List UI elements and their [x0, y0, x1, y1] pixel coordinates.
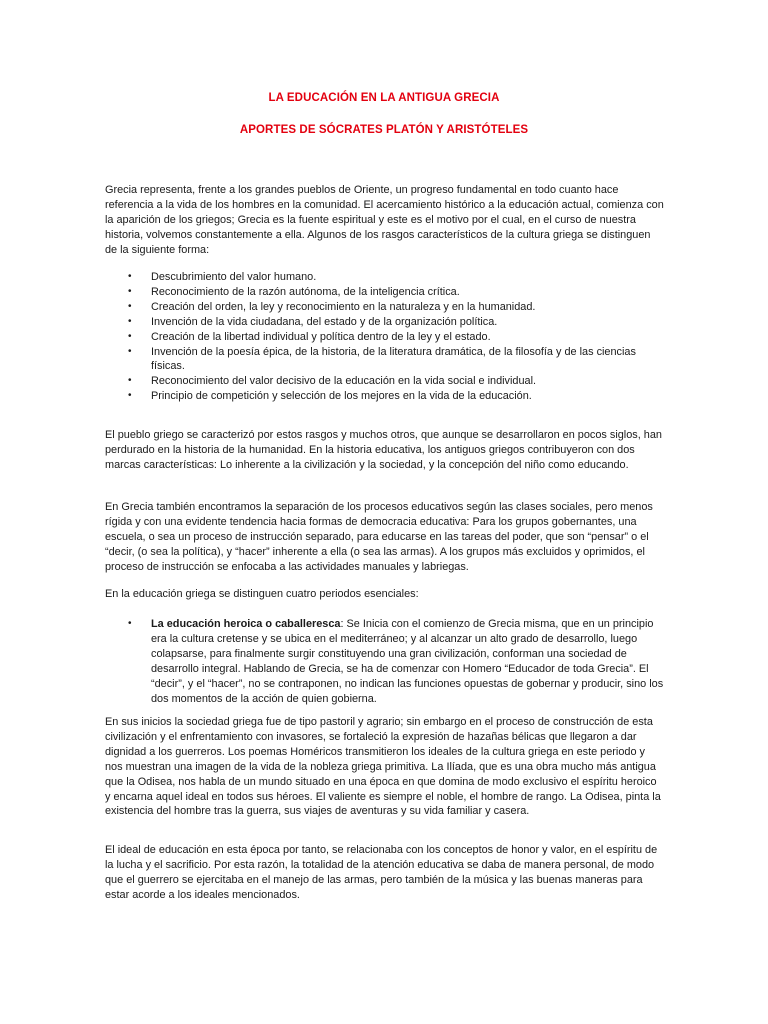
- bullet-icon: •: [128, 375, 132, 387]
- list-item: [128, 345, 665, 375]
- list-item-text: Descubrimiento del valor humano.: [151, 271, 317, 283]
- bullet-icon: •: [128, 285, 132, 297]
- homeric-paragraph: En sus inicios la sociedad griega fue de tipo pastoril y agrario; sin embargo en el proceso de construcción de esta civilización y el enfrentamiento con invasores, se fortaleció la expresión de hazañas bélicas que llegaron a dar dignidad a los guerreros. Los poemas Homéricos transmitieron los ideales de la cultura griega en este periodo y nos muestran una imagen de la vida de la nobleza griega primitiva. La Ilíada, que es una obra mucho más antigua que la Odisea, nos habla de un mundo situado en una época en que domina de modo exclusivo el espíritu heroico y encarna aquel ideal en todos sus héroes. El valiente es siempre el noble, el hombre de rango. La Odisea, pinta la existencia del hombre tras la guerra, sus viajes de aventuras y su vida familiar y casera.: [105, 716, 661, 818]
- period-text: : Se Inicia con el comienzo de Grecia misma, que en un principio era la cultura cretense y se ubica en el mediterráneo; y al alcanzar un alto grado de desarrollo, luego colapsarse, para finalmente surgir constituyendo una gran civilización, conforman una sociedad de desarrollo integral. Hablando de Grecia, se ha de comenzar con Homero “Educador de toda Grecia”. El “decir”, y el “hacer”, no se contraponen, no indican las funciones opuestas de gobernar y producir, sino los dos momentos de la acción de quien gobierna.: [151, 618, 664, 705]
- list-item-text: Creación del orden, la ley y reconocimiento en la naturaleza y en la humanidad.: [151, 300, 536, 313]
- periods-intro-paragraph: En la educación griega se distinguen cuatro periodos esenciales:: [105, 588, 419, 600]
- list-item-text: Invención de la poesía épica, de la historia, de la literatura dramática, de la filosofía y de las ciencias físicas.: [151, 345, 636, 373]
- bullet-icon: •: [128, 345, 132, 357]
- bullet-icon: •: [128, 300, 132, 312]
- document-subtitle: APORTES DE SÓCRATES PLATÓN Y ARISTÓTELES: [239, 124, 529, 136]
- periods-list: [128, 617, 665, 706]
- list-item: [128, 330, 665, 345]
- list-item: [128, 285, 665, 300]
- list-item-text: Invención de la vida ciudadana, del estado y de la organización política.: [151, 315, 498, 328]
- list-item: [128, 389, 665, 404]
- education-ideal-paragraph: El ideal de educación en esta época por tanto, se relacionaba con los conceptos de honor y valor, en el espíritu de la lucha y el sacrificio. Por esta razón, la totalidad de la atención educativa se daba de manera personal, de modo que el guerrero se ejercitaba en el manejo de las armas, pero también de la música y las buenas maneras para estar acorde a los ideales mencionados.: [105, 844, 658, 901]
- bullet-icon: •: [128, 390, 132, 402]
- list-item: [128, 374, 665, 389]
- intro-paragraph: Grecia representa, frente a los grandes pueblos de Oriente, un progreso fundamental en todo cuanto hace referencia a la vida de los hombres en la comunidad. El acercamiento histórico a la educación actual, comienza con la aparición de los griegos; Grecia es la fuente espiritual y este es el motivo por el cual, en el curso de nuestra historia, volvemos constantemente a ella. Algunos de los rasgos característicos de la cultura griega se distinguen de la siguiente forma:: [105, 184, 664, 256]
- bullet-icon: •: [128, 618, 132, 629]
- document-title: LA EDUCACIÓN EN LA ANTIGUA GRECIA: [268, 92, 500, 104]
- traits-list: [128, 270, 665, 404]
- social-classes-paragraph: En Grecia también encontramos la separación de los procesos educativos según las clases sociales, pero menos rígida y con una evidente tendencia hacia formas de democracia educativa: Para los grupos gobernantes, una escuela, o sea un proceso de instrucción separado, para educarse en las tareas del poder, que son “pensar” o el “decir, (o sea la política), y “hacer” inherente a ella (o sea las armas). A los grupos más excluidos y oprimidos, el proceso de instrucción se enfocaba a las actividades manuales y labriegas.: [105, 501, 653, 573]
- greek-traits-paragraph: El pueblo griego se caracterizó por estos rasgos y muchos otros, que aunque se desarrollaron en pocos siglos, han perdurado en la historia de la humanidad. En la historia educativa, los antiguos griegos contribuyeron con dos marcas características: Lo inherente a la civilización y la sociedad, y la concepción del niño como educando.: [105, 429, 662, 471]
- list-item: [128, 270, 665, 285]
- bullet-icon: •: [128, 315, 132, 327]
- list-item-text: Reconocimiento de la razón autónoma, de la inteligencia crítica.: [151, 285, 460, 298]
- list-item-text: Reconocimiento del valor decisivo de la educación en la vida social e individual.: [151, 375, 537, 388]
- period-heading: La educación heroica o caballeresca: [151, 618, 341, 630]
- bullet-icon: •: [128, 330, 132, 342]
- list-item: [128, 300, 665, 315]
- list-item-text: Creación de la libertad individual y política dentro de la ley y el estado.: [151, 330, 491, 343]
- bullet-icon: •: [128, 271, 132, 282]
- list-item-text: Principio de competición y selección de los mejores en la vida de la educación.: [151, 390, 532, 403]
- list-item: [128, 617, 665, 706]
- list-item: [128, 315, 665, 330]
